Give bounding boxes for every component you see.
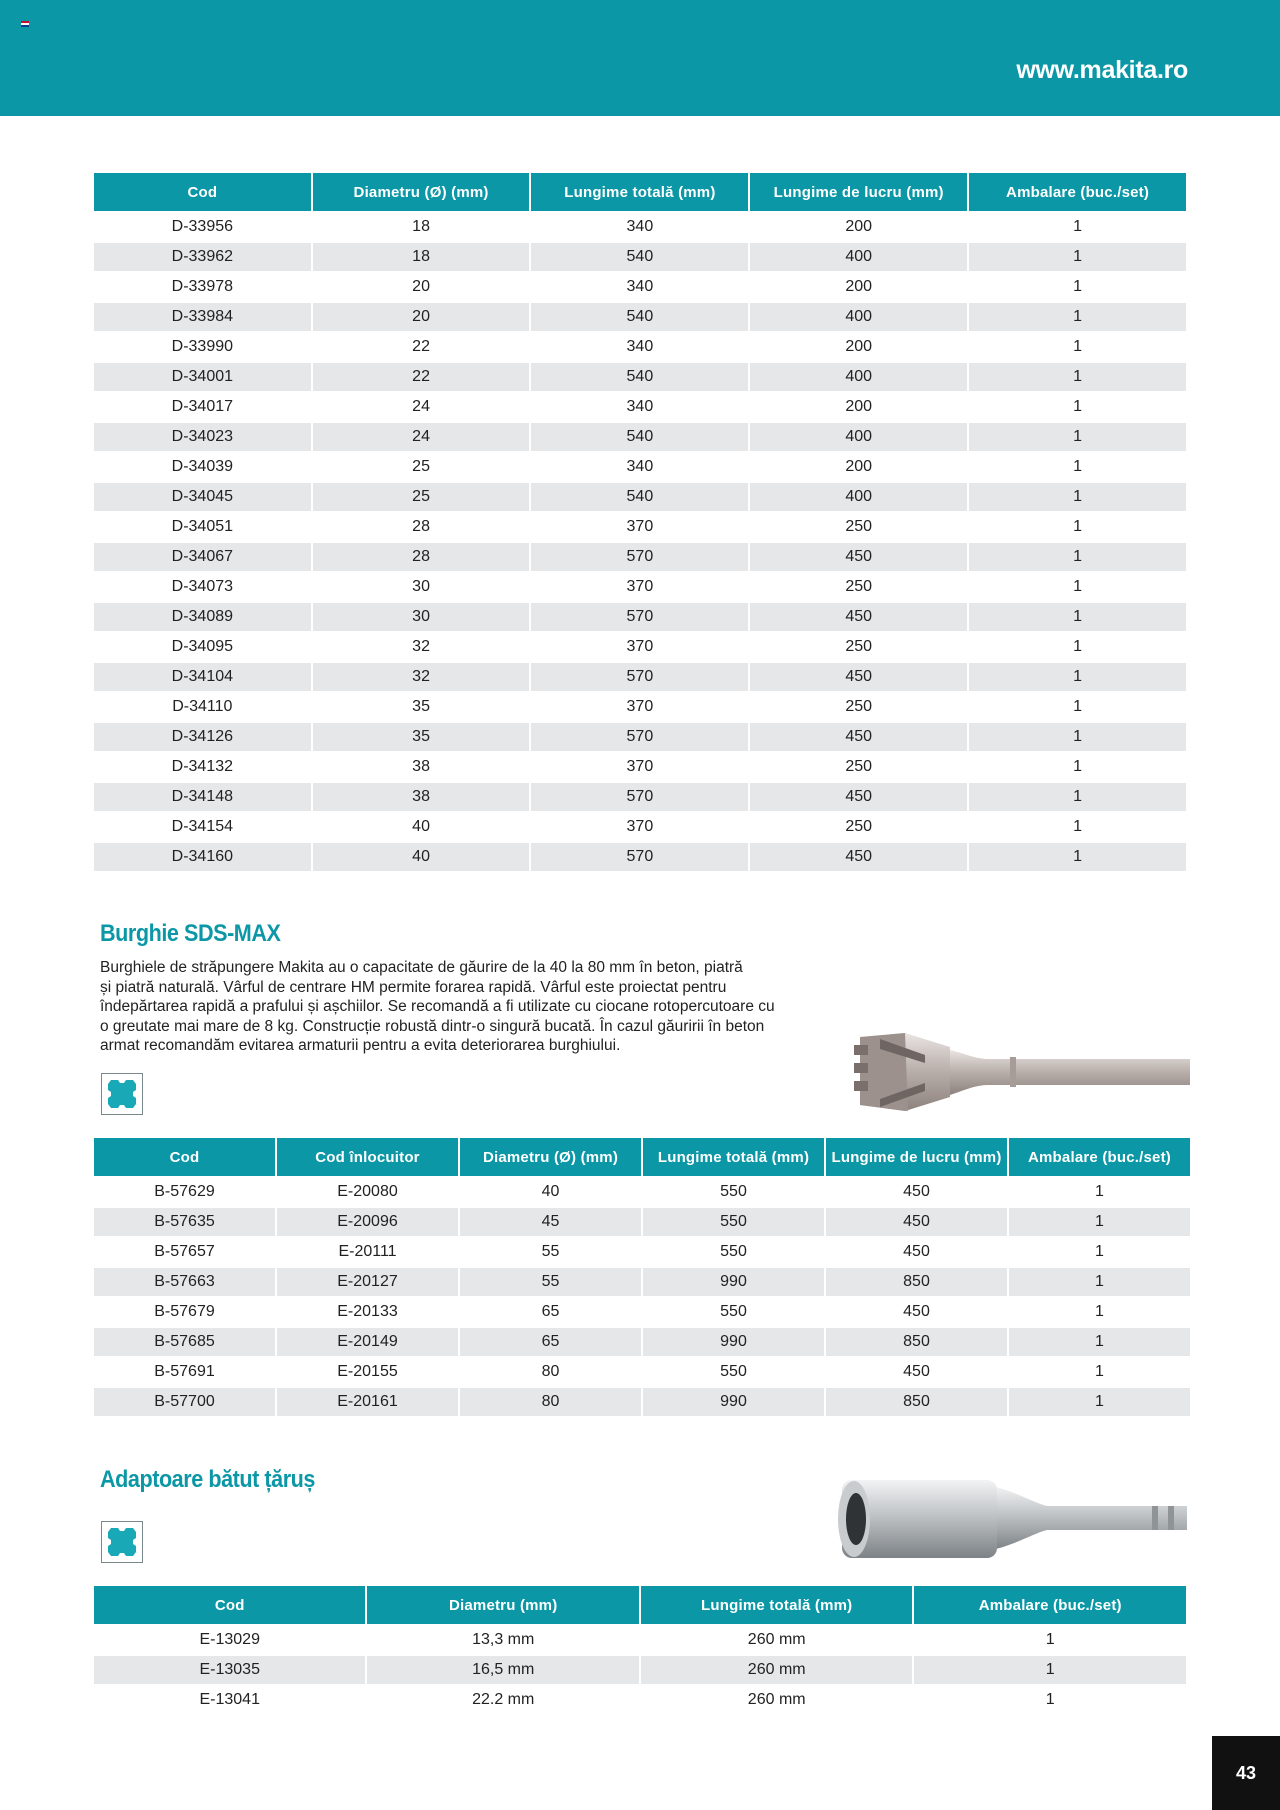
table-cell: 1 [914,1656,1186,1684]
table-cell: 990 [643,1388,824,1416]
table-cell: 450 [903,1183,930,1200]
table-cell: 38 [412,758,430,775]
table-cell: 65 [541,1303,560,1320]
table-cell: 16,5 mm [367,1656,639,1684]
table-cell: 1 [1045,1691,1055,1708]
table-cell: 1 [1045,1631,1055,1648]
table-row [94,1268,1190,1296]
table-row [94,723,1186,751]
table-cell: D-33990 [171,338,234,355]
table-cell: 40 [313,843,530,871]
table-cell: 260 mm [641,1656,913,1684]
table-cell: 1 [969,483,1186,511]
table-cell: 570 [531,543,748,571]
table-cell: 250 [845,818,873,835]
sds-max-shank-icon [101,1073,143,1115]
table-cell: 20 [313,303,530,331]
sds-max-shank-icon [101,1521,143,1563]
table-cell: 540 [531,363,748,391]
table-cell: D-34045 [94,483,311,511]
table-cell: 850 [826,1268,1007,1296]
table-row [94,1298,1190,1326]
table-cell: E-20149 [277,1328,458,1356]
table-cell: 370 [626,758,654,775]
table-cell: D-34154 [171,818,234,835]
section-description [100,958,800,1056]
table-cell: B-57685 [94,1328,275,1356]
romania-flag-icon [21,21,29,27]
table-cell: 550 [720,1183,747,1200]
table-cell: D-34073 [171,578,234,595]
table-row [94,783,1186,811]
table-cell: 22.2 mm [472,1691,535,1708]
table-cell: 250 [845,578,873,595]
table-cell: D-34132 [171,758,234,775]
table-cell: 570 [531,783,748,811]
table-row [94,663,1186,691]
table-cell: 32 [313,663,530,691]
table-cell: 1 [1073,758,1082,775]
table-cell: D-33984 [94,303,311,331]
table-cell: 550 [643,1208,824,1236]
table-row [94,1178,1190,1206]
table-cell: 25 [412,458,430,475]
table-cell: 550 [720,1363,747,1380]
table-cell: 450 [826,1208,1007,1236]
table-row [94,573,1186,601]
table-cell: 28 [313,543,530,571]
table-cell: B-57663 [94,1268,275,1296]
column-header: Cod [94,173,311,211]
table-cell: 450 [750,843,967,871]
table-cell: 1 [1095,1243,1104,1260]
description-line: o greutate mai mare de 8 kg. Construcție robustă dintr-o singură bucată. În cazul găuririi în beton [100,1017,765,1035]
sds-max-spec-table [92,1136,1192,1418]
table-cell: 55 [460,1268,641,1296]
table-cell: 1 [1073,638,1082,655]
column-header: Lungime totală (mm) [531,173,748,211]
column-header: Lungime de lucru (mm) [826,1138,1007,1176]
table-cell: 540 [531,483,748,511]
adapter-spec-table [92,1584,1188,1716]
table-cell: 1 [1009,1328,1190,1356]
table-cell: 30 [412,578,430,595]
table-cell: D-34126 [94,723,311,751]
column-header: Cod [94,1586,365,1624]
table-cell: D-34017 [171,398,234,415]
column-header: Lungime totală (mm) [641,1586,913,1624]
table-cell: 25 [313,483,530,511]
table-cell: 200 [845,218,873,235]
table-cell: B-57679 [154,1303,215,1320]
table-row [94,753,1186,781]
table-cell: E-20111 [338,1243,397,1260]
table-cell: D-34095 [171,638,234,655]
table-row [94,693,1186,721]
table-cell: 1 [969,303,1186,331]
table-row [94,1208,1190,1236]
table-cell: 450 [750,723,967,751]
table-cell: 32 [412,638,430,655]
table-cell: 1 [1073,578,1082,595]
table-cell: 340 [626,218,654,235]
core-drill-bit-image [850,1015,1190,1115]
table-cell: 45 [460,1208,641,1236]
table-cell: 18 [412,218,430,235]
website-link[interactable]: www.makita.ro [1016,56,1188,84]
table-cell: E-13041 [199,1691,260,1708]
table-cell: 340 [626,398,654,415]
table-cell: 1 [969,783,1186,811]
table-cell: E-20133 [337,1303,398,1320]
table-cell: 1 [969,663,1186,691]
table-cell: B-57691 [154,1363,215,1380]
table-row [94,1686,1186,1714]
table-cell: 200 [845,398,873,415]
table-cell: 570 [531,843,748,871]
column-header: Lungime totală (mm) [643,1138,824,1176]
table-row [94,243,1186,271]
table-row [94,363,1186,391]
table-cell: 1 [969,603,1186,631]
table-cell: D-34001 [94,363,311,391]
stake-driver-adapter-image [832,1472,1192,1562]
table-cell: D-33978 [171,278,234,295]
table-cell: 200 [845,338,873,355]
table-cell: 260 mm [747,1631,806,1648]
table-row [94,633,1186,661]
table-row [94,543,1186,571]
table-cell: 1 [1073,278,1082,295]
table-cell: 1 [1073,218,1082,235]
table-cell: 24 [412,398,430,415]
table-cell: 80 [460,1388,641,1416]
table-row [94,333,1186,361]
description-line: și piatră naturală. Vârful de centrare HM permite forarea rapidă. Vârful este proiectat pentru [100,978,727,996]
table-cell: 1 [1073,458,1082,475]
table-cell: 250 [845,638,873,655]
table-cell: E-20161 [277,1388,458,1416]
table-cell: 850 [826,1388,1007,1416]
table-cell: 990 [643,1268,824,1296]
table-cell: 38 [313,783,530,811]
table-cell: 200 [845,458,873,475]
table-cell: 1 [1073,398,1082,415]
table-cell: D-33956 [171,218,234,235]
table-cell: 200 [845,278,873,295]
table-cell: D-34023 [94,423,311,451]
table-cell: D-34104 [94,663,311,691]
table-row [94,1358,1190,1386]
table-cell: 540 [531,423,748,451]
table-cell: 370 [626,818,654,835]
table-header-row [94,173,1186,211]
table-cell: 260 mm [747,1691,806,1708]
table-cell: D-34089 [94,603,311,631]
table-cell: 400 [750,243,967,271]
table-cell: 340 [626,338,654,355]
table-cell: 570 [531,723,748,751]
table-cell: 540 [531,303,748,331]
table-cell: 340 [626,278,654,295]
table-cell: 540 [531,243,748,271]
table-cell: D-33962 [94,243,311,271]
table-cell: 450 [750,663,967,691]
table-cell: E-20127 [277,1268,458,1296]
column-header: Cod [94,1138,275,1176]
table-cell: 450 [903,1363,930,1380]
table-row [94,843,1186,871]
table-cell: 13,3 mm [472,1631,535,1648]
table-cell: 1 [1095,1363,1104,1380]
table-row [94,1238,1190,1266]
table-cell: 570 [531,603,748,631]
table-cell: 1 [969,423,1186,451]
column-header: Diametru (Ø) (mm) [460,1138,641,1176]
table-cell: 570 [531,663,748,691]
table-cell: 400 [750,483,967,511]
table-row [94,483,1186,511]
table-cell: 18 [313,243,530,271]
table-cell: 370 [626,638,654,655]
table-cell: E-13029 [199,1631,260,1648]
table-cell: 370 [626,698,654,715]
table-cell: 850 [826,1328,1007,1356]
column-header: Ambalare (buc./set) [1009,1138,1190,1176]
column-header: Ambalare (buc./set) [969,173,1186,211]
table-cell: 1 [1009,1388,1190,1416]
table-cell: 370 [626,518,654,535]
table-row [94,1328,1190,1356]
table-cell: 450 [750,783,967,811]
table-cell: 1 [1095,1303,1104,1320]
table-cell: 22 [313,363,530,391]
table-row [94,213,1186,241]
table-cell: 40 [412,818,430,835]
drill-spec-table [92,171,1188,873]
table-row [94,1626,1186,1654]
table-row [94,603,1186,631]
table-cell: 30 [313,603,530,631]
table-cell: 450 [903,1243,930,1260]
table-cell: D-34160 [94,843,311,871]
table-cell: 1 [1073,698,1082,715]
table-cell: 550 [720,1303,747,1320]
table-row [94,813,1186,841]
table-cell: 1 [969,543,1186,571]
table-cell: 400 [750,363,967,391]
table-cell: 250 [845,758,873,775]
table-cell: 35 [313,723,530,751]
table-cell: 40 [541,1183,560,1200]
table-cell: B-57657 [154,1243,215,1260]
table-cell: 1 [969,363,1186,391]
table-cell: E-13035 [94,1656,365,1684]
table-cell: 400 [750,303,967,331]
column-header: Ambalare (buc./set) [914,1586,1186,1624]
table-cell: B-57635 [94,1208,275,1236]
table-cell: E-20096 [277,1208,458,1236]
table-cell: 1 [1009,1208,1190,1236]
table-row [94,453,1186,481]
table-cell: 990 [643,1328,824,1356]
table-cell: 550 [720,1243,747,1260]
table-cell: 55 [541,1243,560,1260]
description-line: îndepărtarea rapidă a prafului și așchiilor. Se recomandă a fi utilizate cu ciocane rotopercutoare cu [100,998,775,1015]
table-cell: 1 [1009,1268,1190,1296]
table-row [94,1656,1186,1684]
table-cell: D-34039 [171,458,234,475]
table-cell: 250 [845,698,873,715]
column-header: Diametru (mm) [367,1586,639,1624]
table-row [94,273,1186,301]
table-cell: 80 [541,1363,560,1380]
table-cell: 450 [903,1303,930,1320]
section-title-sds-max: Burghie SDS-MAX [100,920,281,947]
table-cell: B-57700 [94,1388,275,1416]
column-header: Lungime de lucru (mm) [750,173,967,211]
table-header-row [94,1138,1190,1176]
table-row [94,303,1186,331]
table-cell: 1 [969,243,1186,271]
table-cell: 1 [1073,818,1082,835]
table-cell: 1 [969,723,1186,751]
table-cell: D-34051 [171,518,234,535]
table-cell: 1 [1073,338,1082,355]
table-cell: 65 [460,1328,641,1356]
table-cell: D-34110 [172,698,233,715]
table-header-row [94,1586,1186,1624]
table-cell: 370 [626,578,654,595]
table-cell: 450 [750,543,967,571]
table-cell: B-57629 [154,1183,215,1200]
table-row [94,393,1186,421]
description-line: Burghiele de străpungere Makita au o capacitate de găurire de la 40 la 80 mm în beton, piatră [100,959,743,976]
page-number: 43 [1212,1736,1280,1810]
table-cell: E-20155 [337,1363,398,1380]
header-bar [0,0,1280,116]
table-cell: 450 [750,603,967,631]
column-header: Cod înlocuitor [277,1138,458,1176]
table-cell: 35 [412,698,430,715]
table-cell: 1 [1095,1183,1104,1200]
table-cell: 250 [845,518,873,535]
table-cell: 22 [412,338,430,355]
table-cell: 400 [750,423,967,451]
column-header: Diametru (Ø) (mm) [313,173,530,211]
table-cell: E-20080 [337,1183,398,1200]
table-cell: D-34067 [94,543,311,571]
table-row [94,423,1186,451]
table-cell: 28 [412,518,430,535]
table-cell: 340 [626,458,654,475]
table-cell: 1 [1073,518,1082,535]
table-cell: 24 [313,423,530,451]
section-title-adapter: Adaptoare bătut țăruș [100,1466,315,1493]
description-line: armat recomandăm evitarea armaturii pentru a evita deteriorarea burghiului. [100,1037,621,1054]
table-row [94,1388,1190,1416]
table-cell: 1 [969,843,1186,871]
table-cell: 20 [412,278,430,295]
table-cell: D-34148 [94,783,311,811]
table-row [94,513,1186,541]
